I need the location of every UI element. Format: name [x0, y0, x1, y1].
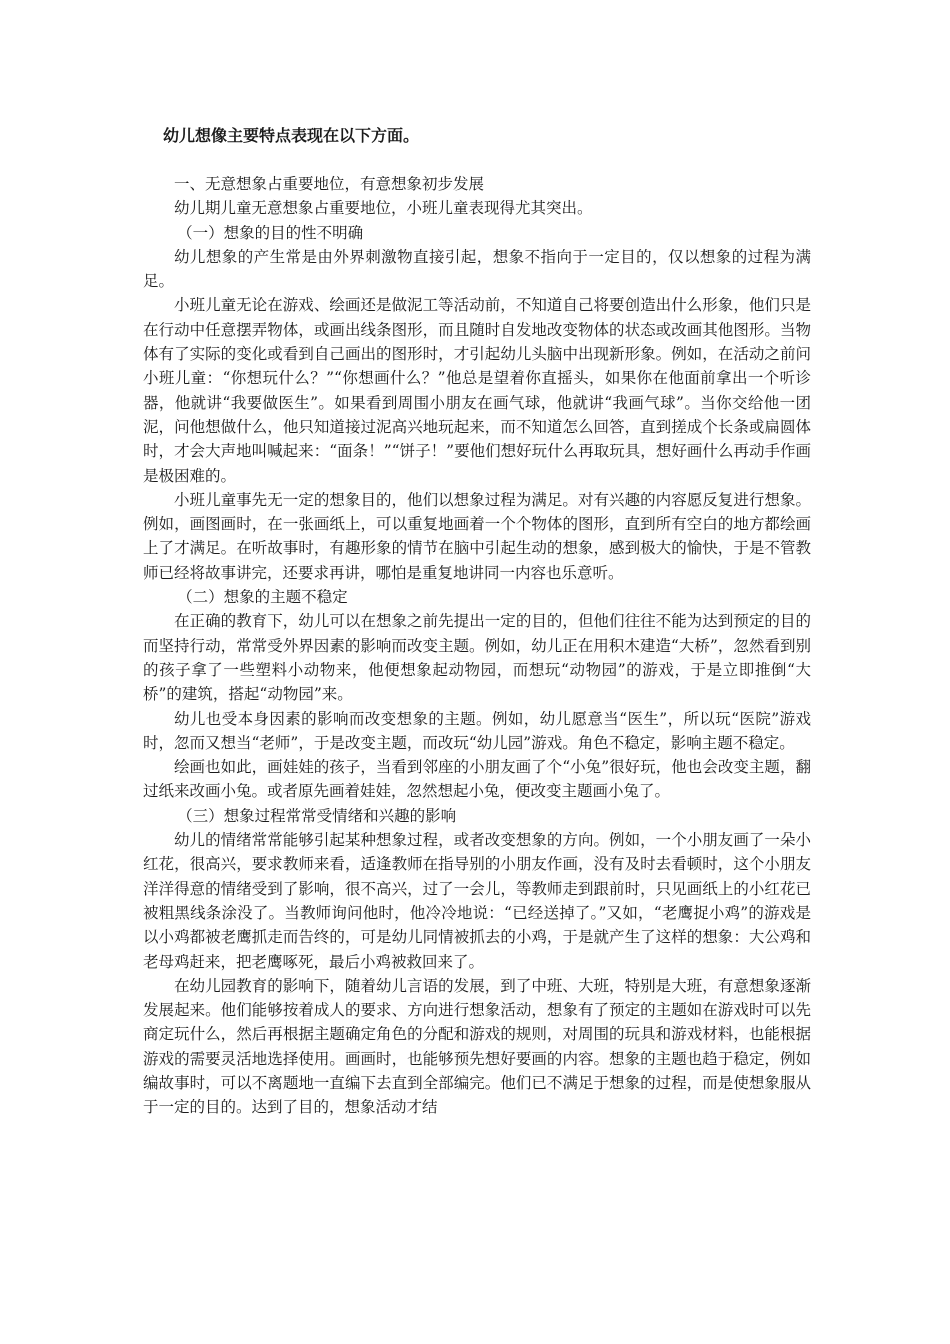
paragraph: 幼儿也受本身因素的影响而改变想象的主题。例如，幼儿愿意当“医生”，所以玩“医院”游戏时，忽而又想当“老师”，于是改变主题，而改玩“幼儿园”游戏。角色不稳定，影响主题不稳定。 — [143, 709, 811, 752]
paragraph: 幼儿期儿童无意想象占重要地位，小班儿童表现得尤其突出。 — [174, 199, 593, 218]
paragraph: 小班儿童事先无一定的想象目的，他们以想象过程为满足。对有兴趣的内容愿反复进行想象。例如，画图画时，在一张画纸上，可以重复地画着一个个物体的图形，直到所有空白的地方都绘画上了才满足。在听故事时，有趣形象的情节在脑中引起生动的想象，感到极大的愉快，于是不管教师已经将故事讲完，还要求再讲，哪怕是重复地讲同一内容也乐意听。 — [143, 490, 811, 582]
document-title: 幼儿想像主要特点表现在以下方面。 — [163, 126, 420, 145]
paragraph: 在幼儿园教育的影响下，随着幼儿言语的发展，到了中班、大班，特别是大班，有意想象逐渐发展起来。他们能够按着成人的要求、方向进行想象活动，想象有了预定的主题如在游戏时可以先商定玩什么，然后再根据主题确定角色的分配和游戏的规则，对周围的玩具和游戏材料，也能根据游戏的需要灵活地选择使用。画画时，也能够预先想好要画的内容。想象的主题也趋于稳定，例如编故事时，可以不离题地一直编下去直到全部编完。他们已不满足于想象的过程，而是使想象服从于一定的目的。达到了目的，想象活动才结 — [143, 976, 811, 1117]
section-heading: （一）想象的目的性不明确 — [177, 223, 364, 242]
paragraph: 在正确的教育下，幼儿可以在想象之前先提出一定的目的，但他们往往不能为达到预定的目的而坚持行动，常常受外界因素的影响而改变主题。例如，幼儿正在用积木建造“大桥”，忽然看到别的孩子拿了一些塑料小动物来，他便想象起动物园，而想玩“动物园”的游戏，于是立即推倒“大桥”的建筑，搭起“动物园”来。 — [143, 612, 811, 704]
document-body — [143, 172, 811, 1120]
section-heading: （三）想象过程常常受情绪和兴趣的影响 — [177, 806, 457, 825]
paragraph: 幼儿想象的产生常是由外界刺激物直接引起，想象不指向于一定目的，仅以想象的过程为满足。 — [143, 247, 811, 291]
paragraph: 幼儿的情绪常常能够引起某种想象过程，或者改变想象的方向。例如，一个小朋友画了一朵小红花，很高兴，要求教师来看，适逢教师在指导别的小朋友作画，没有及时去看顿时，这个小朋友洋洋得意的情绪受到了影响，很不高兴，过了一会儿，等教师走到跟前时，只见画纸上的小红花已被粗黑线条涂没了。当教师询问他时，他冷冷地说：“已经送掉了。”又如，“老鹰捉小鸡”的游戏是以小鸡都被老鹰抓走而告终的，可是幼儿同情被抓去的小鸡，于是就产生了这样的想象：大公鸡和老母鸡赶来，把老鹰啄死，最后小鸡被救回来了。 — [143, 831, 811, 971]
paragraph: 绘画也如此，画娃娃的孩子，当看到邻座的小朋友画了个“小兔”很好玩，他也会改变主题，翻过纸来改画小兔。或者原先画着娃娃，忽然想起小兔，便改变主题画小兔了。 — [143, 758, 811, 801]
section-heading: （二）想象的主题不稳定 — [177, 588, 348, 607]
document-page — [143, 124, 811, 1120]
paragraph: 小班儿童无论在游戏、绘画还是做泥工等活动前，不知道自己将要创造出什么形象，他们只是在行动中任意摆弄物体，或画出线条图形，而且随时自发地改变物体的状态或改画其他图形。当物体有了实际的变化或看到自己画出的图形时，才引起幼儿头脑中出现新形象。例如，在活动之前问小班儿童：“你想玩什么？”“你想画什么？”他总是望着你直摇头，如果你在他面前拿出一个听诊器，他就讲“我要做医生”。如果看到周围小朋友在画气球，他就讲“我画气球”。当你交给他一团泥，问他想做什么，他只知道接过泥高兴地玩起来，而不知道怎么回答，直到搓成个长条或扁圆体时，才会大声地叫喊起来：“面条！”“饼子！”要他们想好玩什么再取玩具，想好画什么再动手作画是极困难的。 — [143, 296, 811, 485]
paragraph: 一、无意想象占重要地位，有意想象初步发展 — [174, 175, 485, 193]
